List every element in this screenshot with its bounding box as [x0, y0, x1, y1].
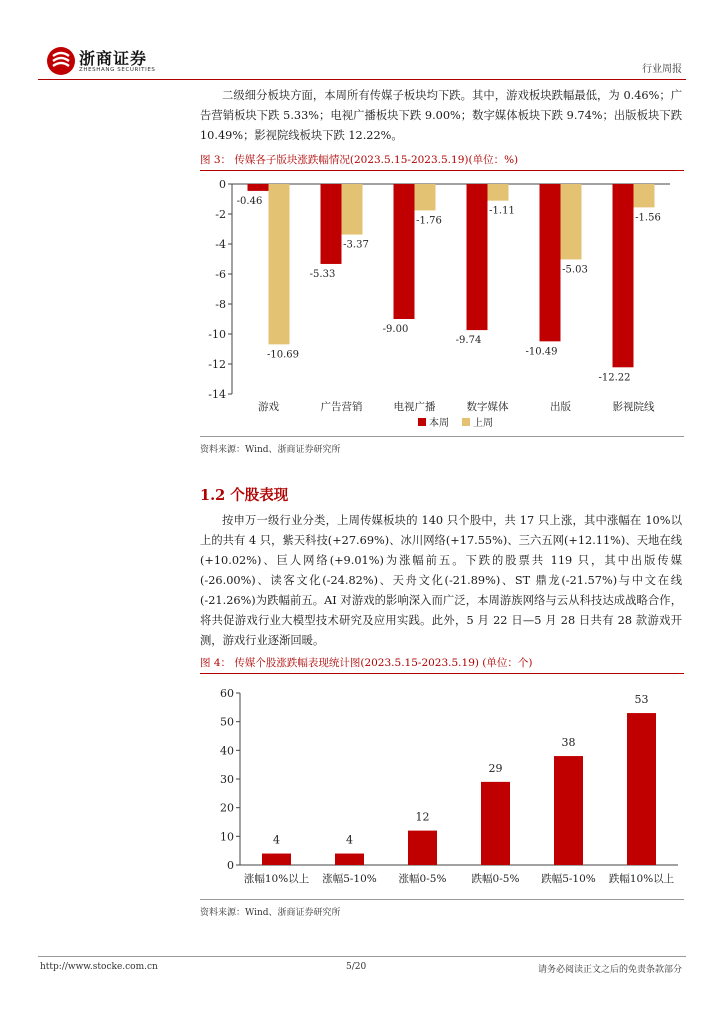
x-category-label: 数字媒体: [466, 401, 509, 413]
figure3-caption: 图 3： 传媒各子版块涨跌幅情况(2023.5.15-2023.5.19)(单位：%): [200, 154, 519, 166]
bar-this-week: [321, 184, 342, 264]
y-tick-label: -8: [215, 298, 226, 311]
data-label: -5.03: [562, 264, 588, 276]
x-category-label: 涨幅5-10%: [322, 873, 377, 885]
footer-rule: [38, 956, 686, 957]
x-category-label: 出版: [550, 401, 571, 413]
y-tick-label: 10: [220, 830, 234, 844]
bar: [481, 782, 510, 865]
bar-last-week: [342, 184, 363, 235]
section-paragraph: 按申万一级行业分类，上周传媒板块的 140 只个股中，共 17 只上涨，其中涨幅在 10%以上的共有 4 只，紫天科技(+27.69%)、冰川网络(+17.55%)、三六五网(+12.11%)、天地在线(+10.02%)、巨人网络(+9.01%)为涨幅前五。下跌的股票共 119 只，其中出版传媒(-26.00%)、读客文化(-24.82%)、天舟文化(-21.89%)、ST 鼎龙(-21.57%)与中文在线(-21.26%)为跌幅前五。AI 对游戏的影响深入而广泛，本周游族网络与云从科技达成战略合作，将共促游戏行业大模型技术研究及应用实践。此外，5 月 22 日—5 月 28 日共有 28 款游戏开测，游戏行业逐渐回暖。: [200, 514, 682, 647]
footer-url[interactable]: http://www.stocke.com.cn: [40, 962, 158, 972]
data-label: 53: [634, 693, 649, 707]
x-category-label: 电视广播: [393, 401, 436, 413]
data-label: 4: [346, 833, 353, 847]
y-tick-label: -6: [215, 268, 226, 281]
data-label: 29: [488, 761, 503, 775]
figure3-top-rule: [200, 170, 684, 171]
y-tick-label: 60: [220, 687, 234, 700]
bar-this-week: [248, 184, 269, 191]
bar-this-week: [394, 184, 415, 319]
figure4-source: 资料来源：Wind、浙商证券研究所: [200, 908, 341, 918]
figure4-bottom-rule: [200, 899, 684, 900]
figure4-chart: [200, 676, 684, 898]
bar: [627, 713, 656, 865]
x-category-label: 跌幅0-5%: [471, 873, 520, 885]
data-label: -1.11: [489, 205, 515, 217]
y-tick-label: 20: [220, 801, 234, 815]
footer-disclaimer: 请务必阅读正文之后的免责条款部分: [537, 965, 682, 975]
y-tick-label: 0: [227, 859, 234, 872]
data-label: -5.33: [309, 268, 336, 280]
bar-this-week: [540, 184, 561, 341]
x-category-label: 涨幅0-5%: [398, 873, 447, 885]
legend-label: 本周: [429, 418, 449, 429]
y-tick-label: -12: [208, 358, 226, 371]
legend-swatch: [462, 418, 470, 426]
figure3-source: 资料来源：Wind、浙商证券研究所: [200, 445, 341, 455]
y-tick-label: -14: [208, 388, 226, 401]
bar: [335, 854, 364, 865]
bar-this-week: [613, 184, 634, 367]
data-label: -10.69: [266, 349, 300, 361]
data-label: -9.00: [382, 324, 409, 335]
x-category-label: 广告营销: [320, 401, 363, 413]
logo-name: 浙商证券: [79, 49, 148, 68]
data-label: -9.74: [455, 335, 482, 347]
page-number: 5/20: [346, 962, 367, 972]
x-category-label: 影视院线: [612, 401, 655, 413]
y-tick-label: -4: [215, 238, 226, 251]
y-tick-label: 0: [219, 178, 226, 191]
bar: [554, 756, 583, 865]
x-category-label: 涨幅10%以上: [243, 873, 310, 885]
figure4-caption: 图 4： 传媒个股涨跌幅表现统计图(2023.5.15-2023.5.19) (单位：个): [200, 657, 533, 669]
y-tick-label: 30: [220, 773, 234, 786]
bar-this-week: [467, 184, 488, 330]
data-label: -1.76: [416, 215, 442, 227]
y-tick-label: -10: [208, 328, 226, 341]
intro-paragraph: 二级细分板块方面，本周所有传媒子板块均下跌。其中，游戏板块跌幅最低，为 0.46%；广告营销板块下跌 5.33%；电视广播板块下跌 9.00%；数字媒体板块下跌 9.74%；出版板块下跌 10.49%；影视院线板块下跌 12.22%。: [200, 89, 682, 142]
bar-last-week: [415, 184, 436, 210]
figure3-bottom-rule: [200, 436, 684, 437]
legend-label: 上周: [473, 418, 493, 429]
logo-mark-icon: [47, 47, 75, 75]
bar: [408, 831, 437, 865]
bar-last-week: [269, 184, 290, 344]
x-category-label: 跌幅10%以上: [608, 873, 675, 885]
data-label: -0.46: [236, 195, 263, 207]
data-label: 12: [415, 810, 430, 824]
bar-last-week: [488, 184, 509, 201]
data-label: -1.56: [635, 212, 661, 224]
y-tick-label: -2: [215, 208, 226, 221]
x-category-label: 跌幅5-10%: [541, 873, 596, 885]
header-rule: [38, 79, 686, 80]
data-label: -10.49: [525, 346, 558, 358]
legend-swatch: [418, 418, 426, 426]
y-tick-label: 40: [220, 744, 234, 758]
bar-last-week: [634, 184, 655, 207]
x-category-label: 游戏: [258, 401, 279, 413]
section-title: 1.2 个股表现: [200, 487, 289, 504]
data-label: -12.22: [598, 372, 631, 384]
bar: [262, 854, 291, 865]
y-tick-label: 50: [220, 715, 234, 729]
logo-subtitle: ZHESHANG SECURITIES: [79, 67, 156, 73]
report-type: 行业周报: [642, 64, 682, 75]
data-label: 4: [273, 833, 280, 847]
data-label: -3.37: [343, 239, 369, 251]
figure3-chart: [200, 172, 684, 440]
figure4-top-rule: [200, 673, 684, 674]
bar-last-week: [561, 184, 582, 259]
data-label: 38: [561, 736, 576, 750]
